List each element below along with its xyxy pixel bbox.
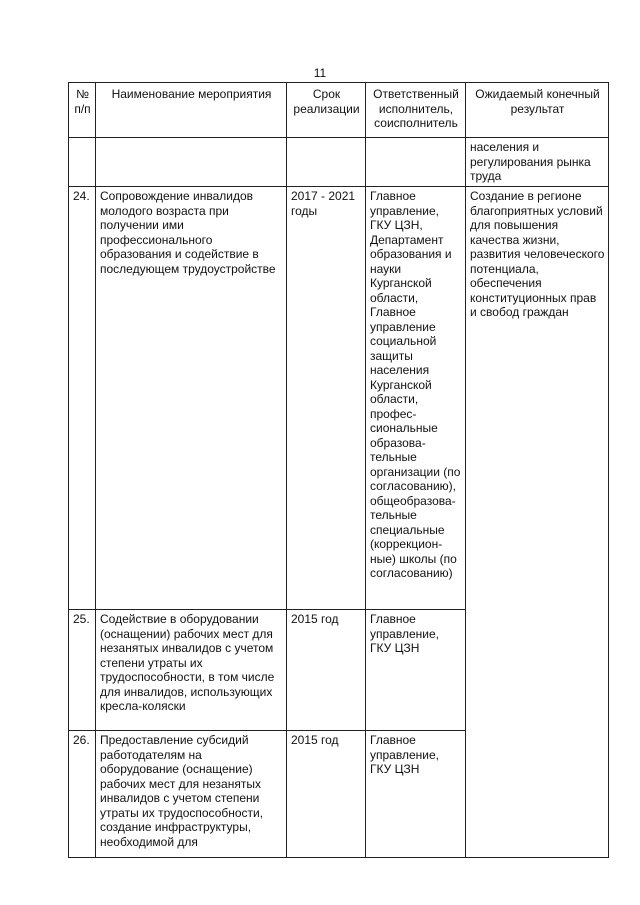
- cell-term: 2015 год: [287, 731, 366, 858]
- header-result: Ожидаемый конечный результат: [466, 83, 609, 138]
- cell-name: Сопровождение инвалидов молодого возраста при получении ими профессионального образования и содействие в последующем трудоустройстве: [96, 187, 287, 610]
- table-row-continuation: [69, 138, 609, 187]
- cell-result: [466, 731, 609, 858]
- cell-responsible: Главное управление, ГКУ ЦЗН, Департамент образования и науки Курганской области, Главное управление социальной защиты населения Курганской области, профес-сиональные образова-тельные организации (по согласованию), общеобразова-тельные специальные (коррекцион-ные) школы (по согласованию): [366, 187, 466, 610]
- table-row-26: [69, 731, 609, 858]
- cell-num: [69, 138, 96, 187]
- cell-term: [287, 138, 366, 187]
- cell-result: [466, 610, 609, 731]
- measures-table: [68, 82, 609, 858]
- cell-name: Содействие в оборудовании (оснащении) рабочих мест для незанятых инвалидов с учетом степени утраты их трудоспособности, в том числе для инвалидов, использующих кресла-коляски: [96, 610, 287, 731]
- cell-responsible: Главное управление, ГКУ ЦЗН: [366, 610, 466, 731]
- table-header-row: [69, 83, 609, 138]
- table-row-24: [69, 187, 609, 610]
- cell-responsible: [366, 138, 466, 187]
- cell-responsible: Главное управление, ГКУ ЦЗН: [366, 731, 466, 858]
- table-row-25: [69, 610, 609, 731]
- cell-num: 25.: [69, 610, 96, 731]
- cell-result: населения и регулирования рынка труда: [466, 138, 609, 187]
- header-name: Наименование мероприятия: [96, 83, 287, 138]
- cell-result: Создание в регионе благоприятных условий для повышения качества жизни, развития человеческого потенциала, обеспечения конституционных прав и свобод граждан: [466, 187, 609, 610]
- cell-name: Предоставление субсидий работодателям на оборудование (оснащение) рабочих мест для незанятых инвалидов с учетом степени утраты их трудоспособности, создание инфраструктуры, необходимой для: [96, 731, 287, 858]
- cell-name: [96, 138, 287, 187]
- page-number: 11: [313, 66, 327, 80]
- cell-term: 2017 - 2021 годы: [287, 187, 366, 610]
- header-term: Срок реализации: [287, 83, 366, 138]
- cell-num: 26.: [69, 731, 96, 858]
- cell-term: 2015 год: [287, 610, 366, 731]
- header-num: № п/п: [69, 83, 96, 138]
- cell-num: 24.: [69, 187, 96, 610]
- header-responsible: Ответственный исполнитель, соисполнитель: [366, 83, 466, 138]
